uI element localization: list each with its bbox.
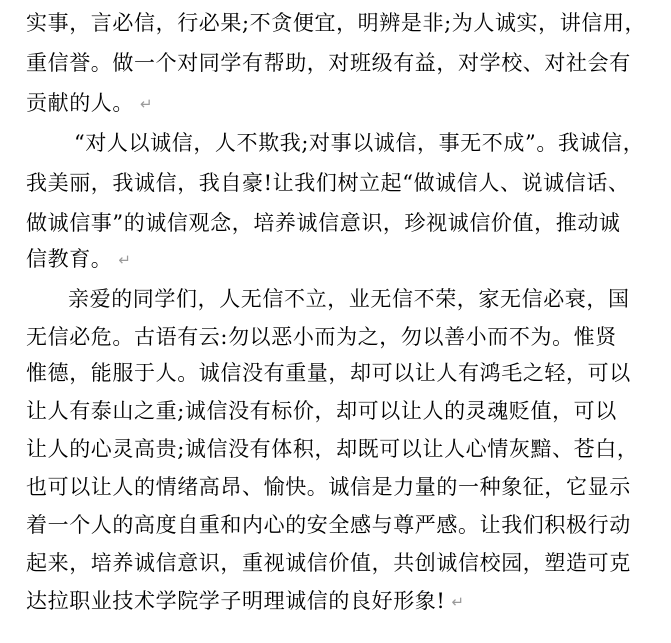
paragraph-mark-icon: ↵ [118, 251, 132, 269]
text-line-8: 亲爱的同学们，人无信不立，业无信不荣，家无信必衰，国 [68, 287, 630, 311]
text-line-7-content: 信教育。 [26, 247, 113, 271]
text-line-16-content: 达拉职业技术学院学子明理诚信的良好形象! [26, 589, 446, 613]
text-line-6: 做诚信事”的诚信观念，培养诚信意识，珍视诚信价值，推动诚 [26, 211, 621, 235]
text-line-15: 起来，培养诚信意识，重视诚信价值，共创诚信校园，塑造可克 [26, 551, 631, 575]
text-line-5: 我美丽，我诚信，我自豪!让我们树立起“做诚信人、说诚信话、 [26, 171, 630, 195]
text-line-16 [26, 582, 465, 620]
text-line-13: 也可以让人的情绪高昂、愉快。诚信是力量的一种象征，它显示 [26, 475, 631, 499]
text-line-12: 让人的心灵高贵;诚信没有体积，却既可以让人心情灰黯、苍白， [26, 437, 639, 461]
text-line-1: 实事，言必信，行必果;不贪便宜，明辨是非;为人诚实，讲信用， [26, 11, 647, 35]
text-line-4: “对人以诚信，人不欺我;对事以诚信，事无不成”。我诚信， [74, 131, 645, 155]
text-line-3-content: 贡献的人。 [26, 91, 134, 115]
text-line-7 [26, 240, 132, 278]
text-line-11: 让人有泰山之重;诚信没有标价，却可以让人的灵魂贬值，可以 [26, 399, 617, 423]
text-line-3 [26, 84, 153, 122]
text-line-9: 无信必危。古语有云:勿以恶小而为之，勿以善小而不为。惟贤 [26, 325, 617, 349]
text-line-10: 惟德，能服于人。诚信没有重量，却可以让人有鸿毛之轻，可以 [26, 361, 631, 385]
paragraph-mark-icon: ↵ [140, 95, 154, 113]
text-line-14: 着一个人的高度自重和内心的安全感与尊严感。让我们积极行动 [26, 513, 631, 537]
paragraph-mark-icon: ↵ [451, 593, 465, 611]
text-line-2: 重信誉。做一个对同学有帮助，对班级有益，对学校、对社会有 [26, 51, 631, 75]
